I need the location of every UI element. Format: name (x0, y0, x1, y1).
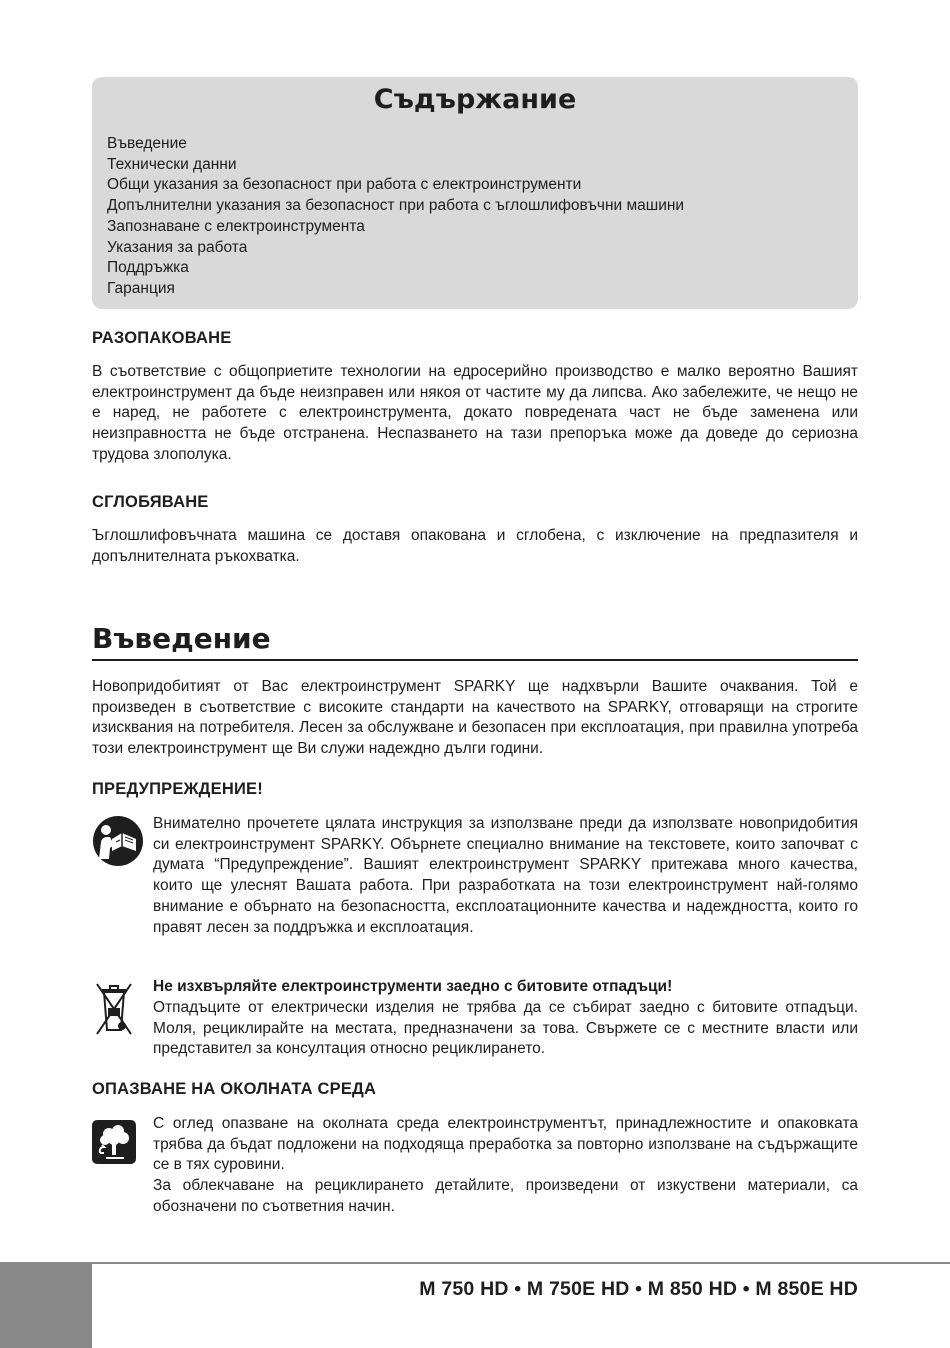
toc-title: Съдържание (373, 84, 577, 115)
unpacking-heading: РАЗОПАКОВАНЕ (92, 329, 232, 347)
toc-item[interactable]: Запознаване с електроинструмента (107, 217, 365, 235)
toc-item[interactable]: Допълнителни указания за безопасност при работа с ъглошлифовъчни машини (107, 197, 685, 215)
footer-model-list: M 750 HD • M 750E HD • M 850 HD • M 850E HD (419, 1278, 858, 1300)
environment-text-2: За облекчаване на рециклирането детайлите, произведени от изкуствени материали, са обозначени по съответния начин. (153, 1177, 858, 1215)
toc-item[interactable]: Технически данни (107, 155, 237, 173)
environment-text-1: С оглед опазване на околната среда електроинструментът, принадлежностите и опаковката трябва да бъдат подложени на подходяща преработка за повторно използване на съдържащите се в тях суровини. (153, 1115, 858, 1174)
intro-text: Новопридобитият от Вас електроинструмент SPARKY ще надхвърли Вашите очаквания. Той е произведен в съответствие с високите стандарти на качеството на SPARKY, отговарящи на строгите изисквания на потребителя. Лесен за обслужване и безопасен при експлоатация, при правилна употреба този електроинструмент ще Ви служи надеждно дълги години. (92, 678, 858, 758)
disposal-text: Отпадъците от електрически изделия не трябва да се събират заедно с битовите отпадъци. Моля, рециклирайте на местата, предназначени за това. Свържете се с местните власти или представител за консултация относно рециклирането. (153, 999, 858, 1058)
toc-list (107, 134, 684, 300)
toc-item[interactable]: Въведение (107, 135, 187, 152)
warning-text: Внимателно прочетете цялата инструкция за използване преди да използвате новопридобития си електроинструмент SPARKY. Обърнете специално внимание на текстовете, които започват с думата “Предупреждение”. Вашият електроинструмент SPARKY притежава много качества, които ще улеснят Вашата работа. При разработката на този електроинструмент най-голямо внимание е обърнато на безопасността, експлоатационните качества и надеждността, които го правят лесен за поддръжка и експлоатация. (153, 815, 858, 936)
read-manual-icon (92, 815, 144, 867)
disposal-warning: Не изхвърляйте електроинструменти заедно с битовите отпадъци! (153, 978, 673, 995)
footer-divider (92, 1262, 950, 1264)
toc-item[interactable]: Указания за работа (107, 238, 248, 256)
unpacking-text: В съответствие с общоприетите технологии на едросерийно производство е малко вероятно Вашият електроинструмент да бъде неизправен или някоя от частите му да липсва. Ако забележите, че нещо не е наред, не работете с електроинструмента, докато повредената част не бъде заменена или неизправността не бъде отстранена. Неспазването на тази препоръка може да доведе до сериозна трудова злополука. (92, 363, 858, 463)
warning-heading: ПРЕДУПРЕЖДЕНИЕ! (92, 780, 263, 798)
assembly-heading: СГЛОБЯВАНЕ (92, 493, 209, 511)
crossed-bin-icon (92, 978, 136, 1038)
intro-title: Въведение (92, 622, 271, 655)
tree-recycle-icon (92, 1120, 136, 1164)
assembly-text: Ъглошлифовъчната машина се доставя опакована и сглобена, с изключение на предпазителя и допълнителната ръкохватка. (92, 527, 858, 565)
toc-item[interactable]: Гаранция (107, 279, 175, 297)
toc-item[interactable]: Общи указания за безопасност при работа с електроинструменти (107, 176, 582, 194)
intro-divider (92, 659, 858, 661)
environment-heading: ОПАЗВАНЕ НА ОКОЛНАТА СРЕДА (92, 1080, 377, 1098)
footer-page-tab (0, 1262, 92, 1348)
toc-item[interactable]: Поддръжка (107, 259, 189, 277)
